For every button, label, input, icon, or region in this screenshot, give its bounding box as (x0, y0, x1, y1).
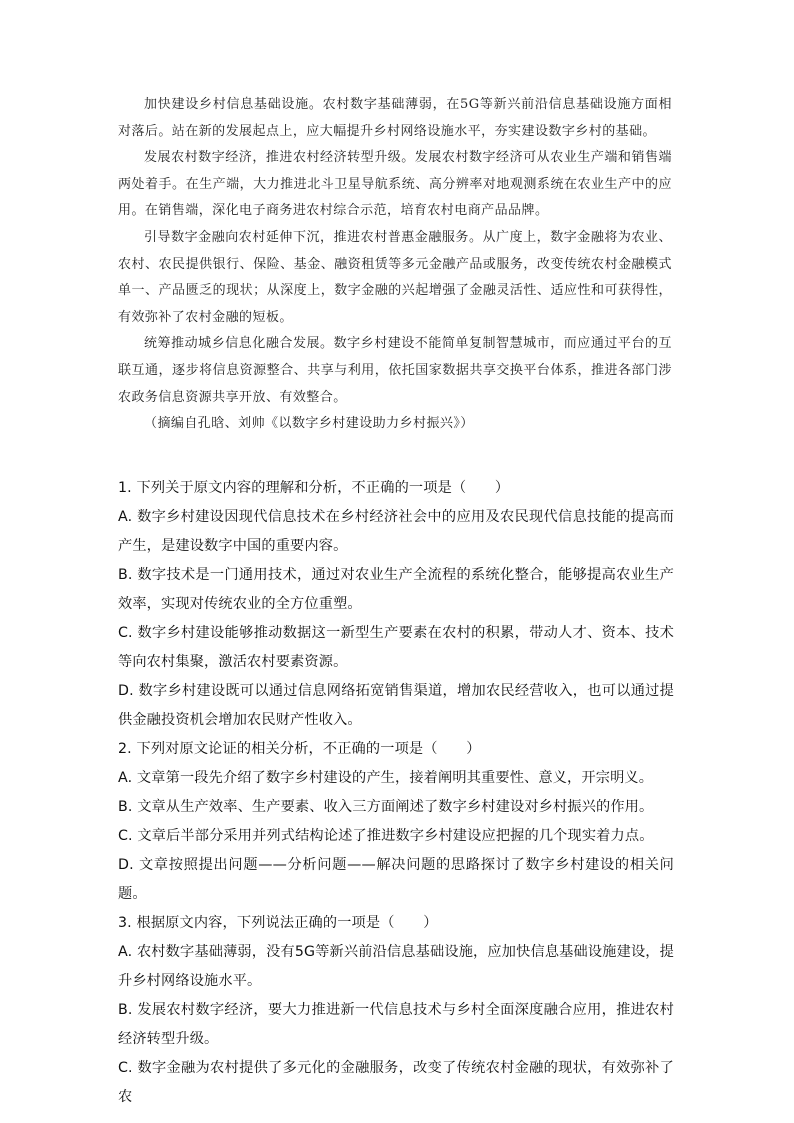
question-2-stem: 2. 下列对原文论证的相关分析，不正确的一项是（ ） (118, 741, 481, 757)
passage-paragraph-1: 加快建设乡村信息基础设施。农村数字基础薄弱，在5G等新兴前沿信息基础设施方面相对落后。站在新的发展起点上，应大幅提升乡村网络设施水平，夯实建设数字乡村的基础。 (118, 97, 672, 139)
question-1-option-c: C. 数字乡村建设能够推动数据这一新型生产要素在农村的积累，带动人才、资本、技术等向农村集聚，激活农村要素资源。 (118, 625, 674, 670)
question-3-option-a: A. 农村数字基础薄弱，没有5G等新兴前沿信息基础设施，应加快信息基础设施建设，提升乡村网络设施水平。 (118, 944, 674, 989)
question-3-option-b: B. 发展农村数字经济，要大力推进新一代信息技术与乡村全面深度融合应用，推进农村经济转型升级。 (118, 1002, 674, 1047)
reading-passage (118, 92, 672, 438)
question-3-option-c: C. 数字金融为农村提供了多元化的金融服务，改变了传统农村金融的现状，有效弥补了农 (118, 1060, 674, 1105)
passage-paragraph-3: 引导数字金融向农村延伸下沉，推进农村普惠金融服务。从广度上，数字金融将为农业、农村、农民提供银行、保险、基金、融资租赁等多元金融产品或服务，改变传统农村金融模式单一、产品匮乏的现状；从深度上，数字金融的兴起增强了金融灵活性、适应性和可获得性，有效弥补了农村金融的短板。 (118, 229, 672, 325)
question-1-stem: 1. 下列关于原文内容的理解和分析，不正确的一项是（ ） (118, 480, 510, 496)
question-2-option-b: B. 文章从生产效率、生产要素、收入三方面阐述了数字乡村建设对乡村振兴的作用。 (118, 799, 654, 815)
question-1-option-b: B. 数字技术是一门通用技术，通过对农业生产全流程的系统化整合，能够提高农业生产效率，实现对传统农业的全方位重塑。 (118, 567, 674, 612)
question-3-stem: 3. 根据原文内容，下列说法正确的一项是（ ） (118, 915, 438, 931)
question-2-option-c: C. 文章后半部分采用并列式结构论述了推进数字乡村建设应把握的几个现实着力点。 (118, 828, 654, 844)
question-2-option-a: A. 文章第一段先介绍了数字乡村建设的产生，接着阐明其重要性、意义，开宗明义。 (118, 770, 654, 786)
passage-paragraph-2: 发展农村数字经济，推进农村经济转型升级。发展农村数字经济可从农业生产端和销售端两处着手。在生产端，大力推进北斗卫星导航系统、高分辨率对地观测系统在农业生产中的应用。在销售端，深化电子商务进农村综合示范，培育农村电商产品品牌。 (118, 150, 672, 219)
question-2-option-d: D. 文章按照提出问题——分析问题——解决问题的思路探讨了数字乡村建设的相关问题。 (118, 857, 674, 902)
passage-paragraph-4: 统筹推动城乡信息化融合发展。数字乡村建设不能简单复制智慧城市，而应通过平台的互联互通，逐步将信息资源整合、共享与利用，依托国家数据共享交换平台体系，推进各部门涉农政务信息资源共享开放、有效整合。 (118, 336, 672, 405)
question-1-option-d: D. 数字乡村建设既可以通过信息网络拓宽销售渠道，增加农民经营收入，也可以通过提供金融投资机会增加农民财产性收入。 (118, 683, 674, 728)
passage-source: （摘编自孔晗、刘帅《以数字乡村建设助力乡村振兴》） (144, 416, 474, 432)
question-1-option-a: A. 数字乡村建设因现代信息技术在乡村经济社会中的应用及农民现代信息技能的提高而产生，是建设数字中国的重要内容。 (118, 509, 674, 554)
question-list (118, 474, 674, 1112)
